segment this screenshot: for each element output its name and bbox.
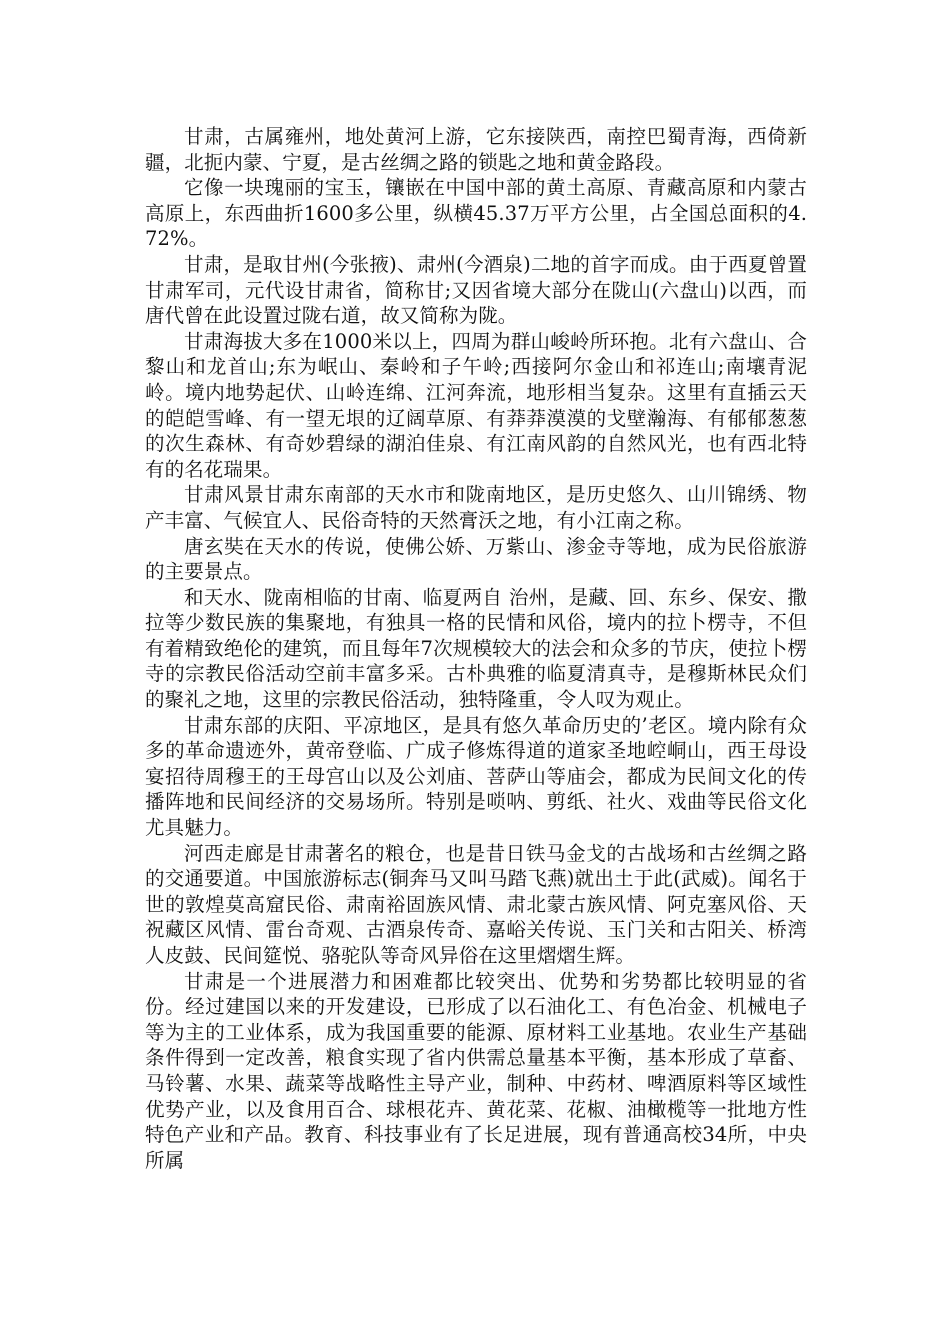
paragraph-2: 它像一块瑰丽的宝玉，镶嵌在中国中部的黄土高原、青藏高原和内蒙古高原上，东西曲折1600多公里，纵横45.37万平方公里，占全国总面积的4.72%。 [145, 176, 807, 251]
paragraph-4: 甘肃海拔大多在1000米以上，四周为群山峻岭所环抱。北有六盘山、合黎山和龙首山;东为岷山、秦岭和子午岭;西接阿尔金山和祁连山;南壤青泥岭。境内地势起伏、山岭连绵、江河奔流，地形相当复杂。这里有直插云天的皑皑雪峰、有一望无垠的辽阔草原、有莽莽漠漠的戈壁瀚海、有郁郁葱葱的次生森林、有奇妙碧绿的湖泊佳泉、有江南风韵的自然风光，也有西北特有的名花瑞果。 [145, 329, 807, 481]
paragraph-9: 河西走廊是甘肃著名的粮仓，也是昔日铁马金戈的古战场和古丝绸之路的交通要道。中国旅游标志(铜奔马又叫马踏飞燕)就出土于此(武威)。闻名于世的敦煌莫高窟民俗、肃南裕固族风情、肃北蒙古族风情、阿克塞风俗、天祝藏区风情、雷台奇观、古酒泉传奇、嘉峪关传说、玉门关和古阳关、桥湾人皮鼓、民间筵悦、骆驼队等奇风异俗在这里熠熠生辉。 [145, 841, 807, 967]
document-body [145, 124, 807, 1173]
paragraph-8: 甘肃东部的庆阳、平凉地区，是具有悠久革命历史的’老区。境内除有众多的革命遗迹外，黄帝登临、广成子修炼得道的道家圣地崆峒山，西王母设宴招待周穆王的王母宫山以及公刘庙、菩萨山等庙会，都成为民间文化的传播阵地和民间经济的交易场所。特别是唢呐、剪纸、社火、戏曲等民俗文化尤具魅力。 [145, 713, 807, 840]
paragraph-5: 甘肃风景甘肃东南部的天水市和陇南地区，是历史悠久、山川锦绣、物产丰富、气候宜人、民俗奇特的天然膏沃之地，有小江南之称。 [145, 483, 807, 532]
paragraph-10: 甘肃是一个进展潜力和困难都比较突出、优势和劣势都比较明显的省份。经过建国以来的开发建设，已形成了以石油化工、有色冶金、机械电子等为主的工业体系，成为我国重要的能源、原材料工业基地。农业生产基础条件得到一定改善，粮食实现了省内供需总量基本平衡，基本形成了草畜、马铃薯、水果、蔬菜等战略性主导产业，制种、中药材、啤酒原料等区域性优势产业，以及食用百合、球根花卉、黄花菜、花椒、油橄榄等一批地方性特色产业和产品。教育、科技事业有了长足进展，现有普通高校34所，中央所属 [145, 969, 807, 1172]
paragraph-6: 唐玄奘在天水的传说，使佛公娇、万紫山、渗金寺等地，成为民俗旅游的主要景点。 [145, 534, 807, 584]
paragraph-1: 甘肃，古属雍州，地处黄河上游，它东接陕西，南控巴蜀青海，西倚新疆，北扼内蒙、宁夏，是古丝绸之路的锁匙之地和黄金路段。 [145, 125, 807, 174]
paragraph-7: 和天水、陇南相临的甘南、临夏两自 治州，是藏、回、东乡、保安、撒拉等少数民族的集聚地，有独具一格的民情和风俗，境内的拉卜楞寺，不但有着精致绝伦的建筑，而且每年7次规模较大的法会和众多的节庆，使拉卜楞寺的宗教民俗活动空前丰富多采。古朴典雅的临夏清真寺，是穆斯林民众们的聚礼之地，这里的宗教民俗活动，独特隆重，令人叹为观止。 [145, 585, 807, 712]
paragraph-3: 甘肃，是取甘州(今张掖)、肃州(今酒泉)二地的首字而成。由于西夏曾置甘肃军司，元代设甘肃省，简称甘;又因省境大部分在陇山(六盘山)以西，而唐代曾在此设置过陇右道，故又简称为陇。 [145, 252, 807, 328]
